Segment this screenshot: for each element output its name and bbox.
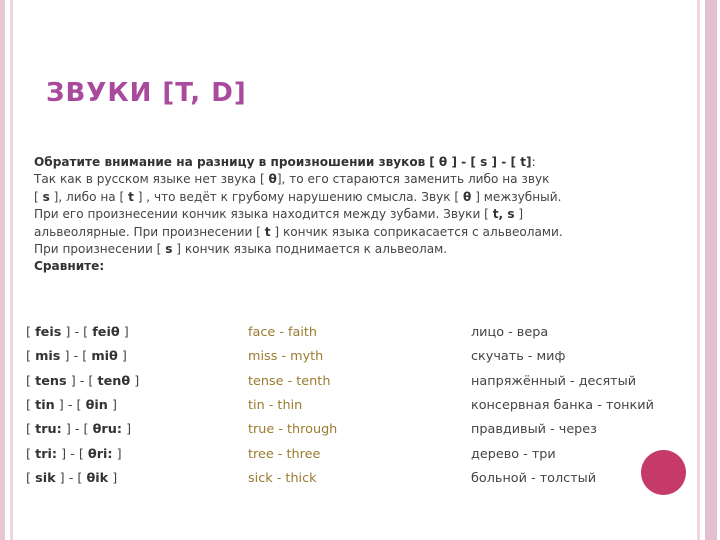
- russian-translation-cell: правдивый - через: [471, 422, 597, 438]
- english-words-cell: true - through: [248, 422, 338, 438]
- body-line-5: [34, 224, 674, 241]
- body-text: ] , что ведёт к грубому нарушению смысла. Звук [: [137, 189, 460, 204]
- body-text: ] кончик языка соприкасается с альвеолами.: [274, 224, 563, 239]
- russian-translation-cell: скучать - миф: [471, 349, 566, 365]
- right-border-stripe-inner: [697, 0, 700, 540]
- body-text: ] межзубный.: [475, 189, 562, 204]
- right-border-stripe-outer: [705, 0, 717, 540]
- left-border-stripe-inner: [10, 0, 13, 540]
- english-words-cell: face - faith: [248, 325, 318, 340]
- left-border-stripe-outer: [0, 0, 5, 540]
- body-text: При произнесении [: [34, 242, 162, 257]
- body-heading-prefix: Обратите внимание на разницу в произношении звуков: [34, 155, 426, 169]
- body-compare-line: [34, 258, 674, 275]
- english-words-cell: sick - thick: [248, 470, 317, 486]
- transcription-cell: [ tru: ] - [ θru: ]: [26, 422, 132, 438]
- compare-label: Сравните:: [34, 259, 105, 274]
- transcription-cell: [ tin ] - [ θin ]: [26, 397, 117, 413]
- english-words-cell: tree - three: [248, 446, 321, 462]
- body-sound-bold: s: [42, 189, 50, 204]
- body-text: ], то его стараются заменить либо на звук: [276, 172, 550, 187]
- body-sound-bold: θ: [463, 189, 472, 204]
- transcription-cell: [ tri: ] - [ θri: ]: [26, 446, 122, 462]
- russian-translation-cell: лицо - вера: [471, 325, 549, 340]
- english-words-cell: miss - myth: [248, 349, 324, 365]
- body-line-4: [34, 206, 674, 223]
- russian-translation-cell: напряжённый - десятый: [471, 373, 637, 389]
- body-sound-bold: t, s: [492, 207, 515, 222]
- slide-title: ЗВУКИ [T, D]: [46, 78, 247, 108]
- english-words-cell: tin - thin: [248, 397, 303, 413]
- body-heading-sounds: [ θ ] - [ s ] - [ t]: [429, 155, 532, 169]
- body-sound-bold: t: [128, 189, 134, 204]
- body-line-2: [34, 171, 674, 188]
- russian-translation-cell: больной - толстый: [471, 470, 597, 486]
- body-text: При его произнесении кончик языка находится между зубами. Звуки [: [34, 207, 489, 222]
- english-words-cell: tense - tenth: [248, 373, 331, 389]
- slide-body-text: [34, 154, 674, 276]
- body-heading-line: [34, 154, 674, 171]
- body-text: ], либо на [: [53, 189, 125, 204]
- body-line-3: [34, 189, 674, 206]
- body-sound-bold: θ: [268, 172, 277, 187]
- transcription-cell: [ feis ] - [ feiθ ]: [26, 325, 129, 340]
- body-line-6: [34, 241, 674, 258]
- body-sound-bold: t: [264, 224, 271, 239]
- body-text: альвеолярные. При произнесении [: [34, 224, 261, 239]
- body-text: Так как в русском языке нет звука [: [34, 172, 265, 187]
- decorative-circle-icon: [641, 450, 686, 495]
- russian-translation-cell: дерево - три: [471, 446, 556, 462]
- body-sound-bold: s: [165, 242, 173, 257]
- transcription-cell: [ sik ] - [ θik ]: [26, 470, 118, 486]
- body-heading-suffix: :: [531, 155, 536, 169]
- body-text: ]: [518, 207, 524, 222]
- russian-translation-cell: консервная банка - тонкий: [471, 397, 654, 413]
- transcription-cell: [ tens ] - [ tenθ ]: [26, 373, 140, 389]
- body-text: [: [34, 189, 39, 204]
- body-text: ] кончик языка поднимается к альвеолам.: [176, 242, 448, 257]
- transcription-cell: [ mis ] - [ miθ ]: [26, 349, 127, 365]
